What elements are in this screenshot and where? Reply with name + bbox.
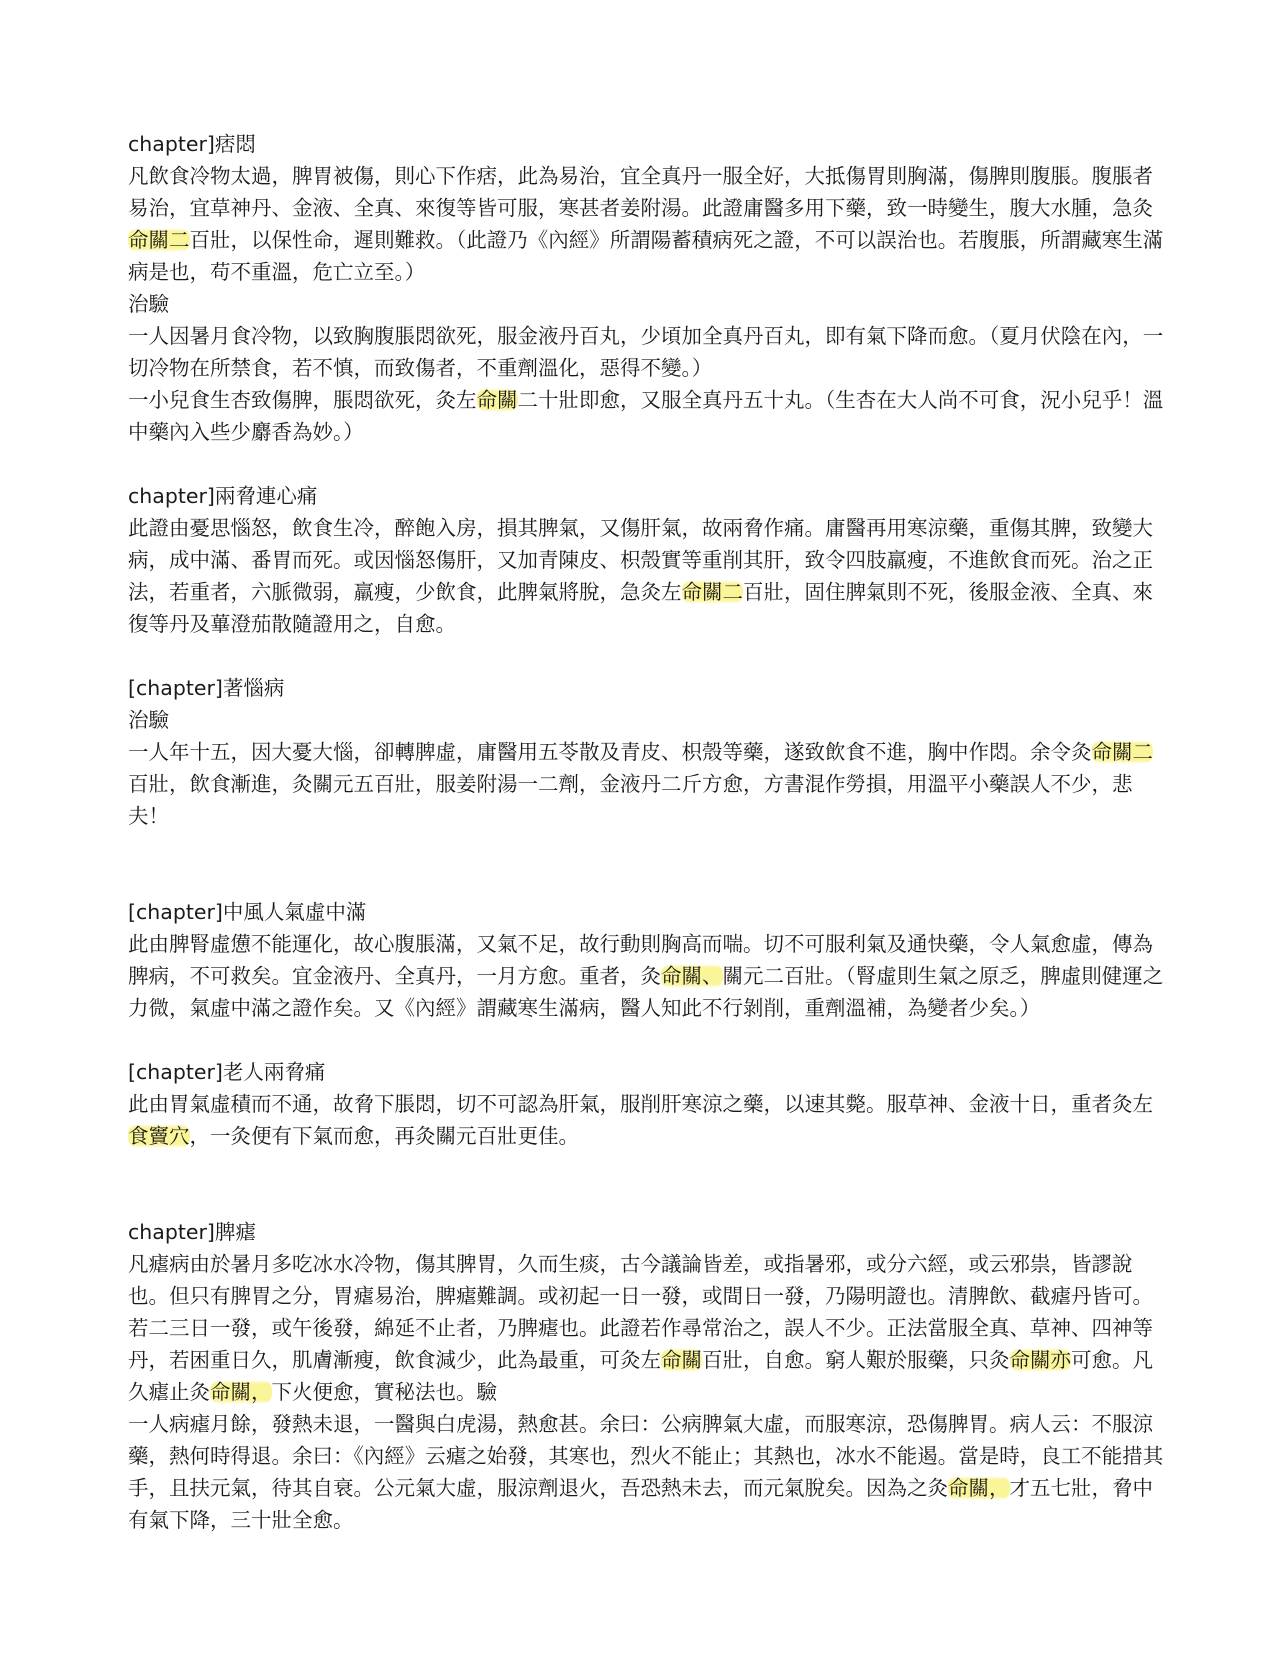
- paragraph-subheading: [128, 704, 1165, 736]
- spacer: [128, 640, 1165, 672]
- highlighted-acupoint: 命關二: [128, 228, 190, 252]
- section-zhong-feng-qi-xu: [128, 896, 1165, 1024]
- paragraph: [128, 160, 1165, 288]
- spacer: [128, 832, 1165, 896]
- section-heading: [chapter]中風人氣虛中滿: [128, 900, 367, 924]
- section-liang-xie-lian-xin-tong: [128, 480, 1165, 640]
- highlighted-acupoint: 命關二: [681, 580, 743, 604]
- text-run: 一人病瘧月餘，發熱未退，一醫與白虎湯，熱愈甚。余曰：公病脾氣大虛，而服寒涼，恐傷脾胃。病人云：不服涼藥，熱何時得退。余曰：《內經》云瘧之始發，其寒也，烈火不能止；其熱也，冰水不能遏。當是時，良工不能措其手，且扶元氣，待其自衰。公元氣大虛，服涼劑退火，吾恐熱未去，而元氣脫矣。因為之灸: [128, 1412, 1164, 1500]
- paragraph: [128, 1408, 1165, 1536]
- paragraph: [128, 928, 1165, 1024]
- section-heading: chapter]兩脅連心痛: [128, 484, 318, 508]
- paragraph: [128, 1248, 1165, 1408]
- section-heading: [chapter]老人兩脅痛: [128, 1060, 326, 1084]
- highlighted-acupoint: 食竇穴: [128, 1124, 190, 1148]
- text-run: 此由胃氣虛積而不通，故脅下脹悶，切不可認為肝氣，服削肝寒涼之藥，以速其斃。服草神、金液十日，重者灸左: [128, 1092, 1153, 1116]
- text-run: 百壯，以保性命，遲則難救。（此證乃《內經》所謂陽蓄積病死之證，不可以誤治也。若腹脹，所謂藏寒生滿病是也，苟不重溫，危亡立至。）: [128, 228, 1164, 284]
- section-heading: chapter]脾瘧: [128, 1220, 256, 1244]
- text-run: 一小兒食生杏致傷脾，脹悶欲死，灸左: [128, 388, 477, 412]
- spacer: [128, 1024, 1165, 1056]
- section-pi-nue: [128, 1216, 1165, 1536]
- text-run: 百壯，飲食漸進，灸關元五百壯，服姜附湯一二劑，金液丹二斤方愈，方書混作勞損，用溫平小藥誤人不少，悲夫！: [128, 772, 1133, 828]
- paragraph: [128, 384, 1165, 448]
- highlighted-acupoint: 命關亦: [1009, 1348, 1071, 1372]
- text-run: 凡瘧病由於暑月多吃冰水冷物，傷其脾胃，久而生痰，古今議論皆差，或指暑邪，或分六經，或云邪祟，皆謬說也。但只有脾胃之分，胃瘧易治，脾瘧難調。或初起一日一發，或間日一發，乃陽明證也。清脾飲、截瘧丹皆可。若二三日一發，或午後發，綿延不止者，乃脾瘧也。此證若作尋常治之，誤人不少。正法當服全真、草神、四神等丹，若困重日久，肌膚漸瘦，飲食減少，此為最重，可灸左: [128, 1252, 1153, 1372]
- section-lao-ren-liang-xie-tong: [128, 1056, 1165, 1152]
- text-run: 治驗: [128, 292, 169, 316]
- text-run: 治驗: [128, 708, 169, 732]
- paragraph: [128, 512, 1165, 640]
- text-run: 二十壯即愈，又服全真丹五十丸。（生杏在大人尚不可食，況小兒乎！溫中藥內入些少麝香為妙。）: [128, 388, 1164, 444]
- text-run: 下火便愈，實秘法也。驗: [271, 1380, 497, 1404]
- highlighted-acupoint: 命關，: [948, 1476, 1010, 1500]
- text-run: 才五七壯，脅中有氣下降，三十壯全愈。: [128, 1476, 1153, 1532]
- highlighted-acupoint: 命關，: [210, 1380, 272, 1404]
- section-pi-men: [128, 128, 1165, 448]
- text-run: 關元二百壯。（腎虛則生氣之原乏，脾虛則健運之力微，氣虛中滿之證作矣。又《內經》謂藏寒生滿病，醫人知此不行剝削，重劑溫補，為變者少矣。）: [128, 964, 1164, 1020]
- text-run: 百壯，固住脾氣則不死，後服金液、全真、來復等丹及蓽澄茄散隨證用之，自愈。: [128, 580, 1153, 636]
- section-zhu-nao-bing: [128, 672, 1165, 832]
- text-run: 一人年十五，因大憂大惱，卻轉脾虛，庸醫用五苓散及青皮、枳殼等藥，遂致飲食不進，胸中作悶。余令灸: [128, 740, 1092, 764]
- highlighted-acupoint: 命關二: [1091, 740, 1153, 764]
- highlighted-acupoint: 命關、: [661, 964, 723, 988]
- paragraph-subheading: [128, 288, 1165, 320]
- paragraph: [128, 736, 1165, 832]
- spacer: [128, 1152, 1165, 1216]
- text-run: ，一灸便有下氣而愈，再灸關元百壯更佳。: [189, 1124, 579, 1148]
- text-run: 百壯，自愈。窮人艱於服藥，只灸: [702, 1348, 1010, 1372]
- highlighted-acupoint: 命關: [476, 388, 518, 412]
- text-run: 一人因暑月食冷物，以致胸腹脹悶欲死，服金液丹百丸，少頃加全真丹百丸，即有氣下降而愈。（夏月伏陰在內，一切冷物在所禁食，若不慎，而致傷者，不重劑溫化，惡得不變。）: [128, 324, 1164, 380]
- section-heading: chapter]痞悶: [128, 132, 256, 156]
- text-run: 凡飲食冷物太過，脾胃被傷，則心下作痞，此為易治，宜全真丹一服全好，大抵傷胃則胸滿，傷脾則腹脹。腹脹者易治，宜草神丹、金液、全真、來復等皆可服，寒甚者姜附湯。此證庸醫多用下藥，致一時變生，腹大水腫，急灸: [128, 164, 1153, 220]
- highlighted-acupoint: 命關: [661, 1348, 702, 1372]
- spacer: [128, 448, 1165, 480]
- paragraph: [128, 320, 1165, 384]
- text-run: 此由脾腎虛憊不能運化，故心腹脹滿，又氣不足，故行動則胸高而喘。切不可服利氣及通快藥，令人氣愈虛，傳為脾病，不可救矣。宜金液丹、全真丹，一月方愈。重者，灸: [128, 932, 1153, 988]
- text-run: 此證由憂思惱怒，飲食生冷，醉飽入房，損其脾氣，又傷肝氣，故兩脅作痛。庸醫再用寒涼藥，重傷其脾，致變大病，成中滿、番胃而死。或因惱怒傷肝，又加青陳皮、枳殼實等重削其肝，致令四肢羸瘦，不進飲食而死。治之正法，若重者，六脈微弱，羸瘦，少飲食，此脾氣將脫，急灸左: [128, 516, 1153, 604]
- text-run: 可愈。凡久瘧止灸: [128, 1348, 1153, 1404]
- paragraph: [128, 1088, 1165, 1152]
- section-heading: [chapter]著惱病: [128, 676, 285, 700]
